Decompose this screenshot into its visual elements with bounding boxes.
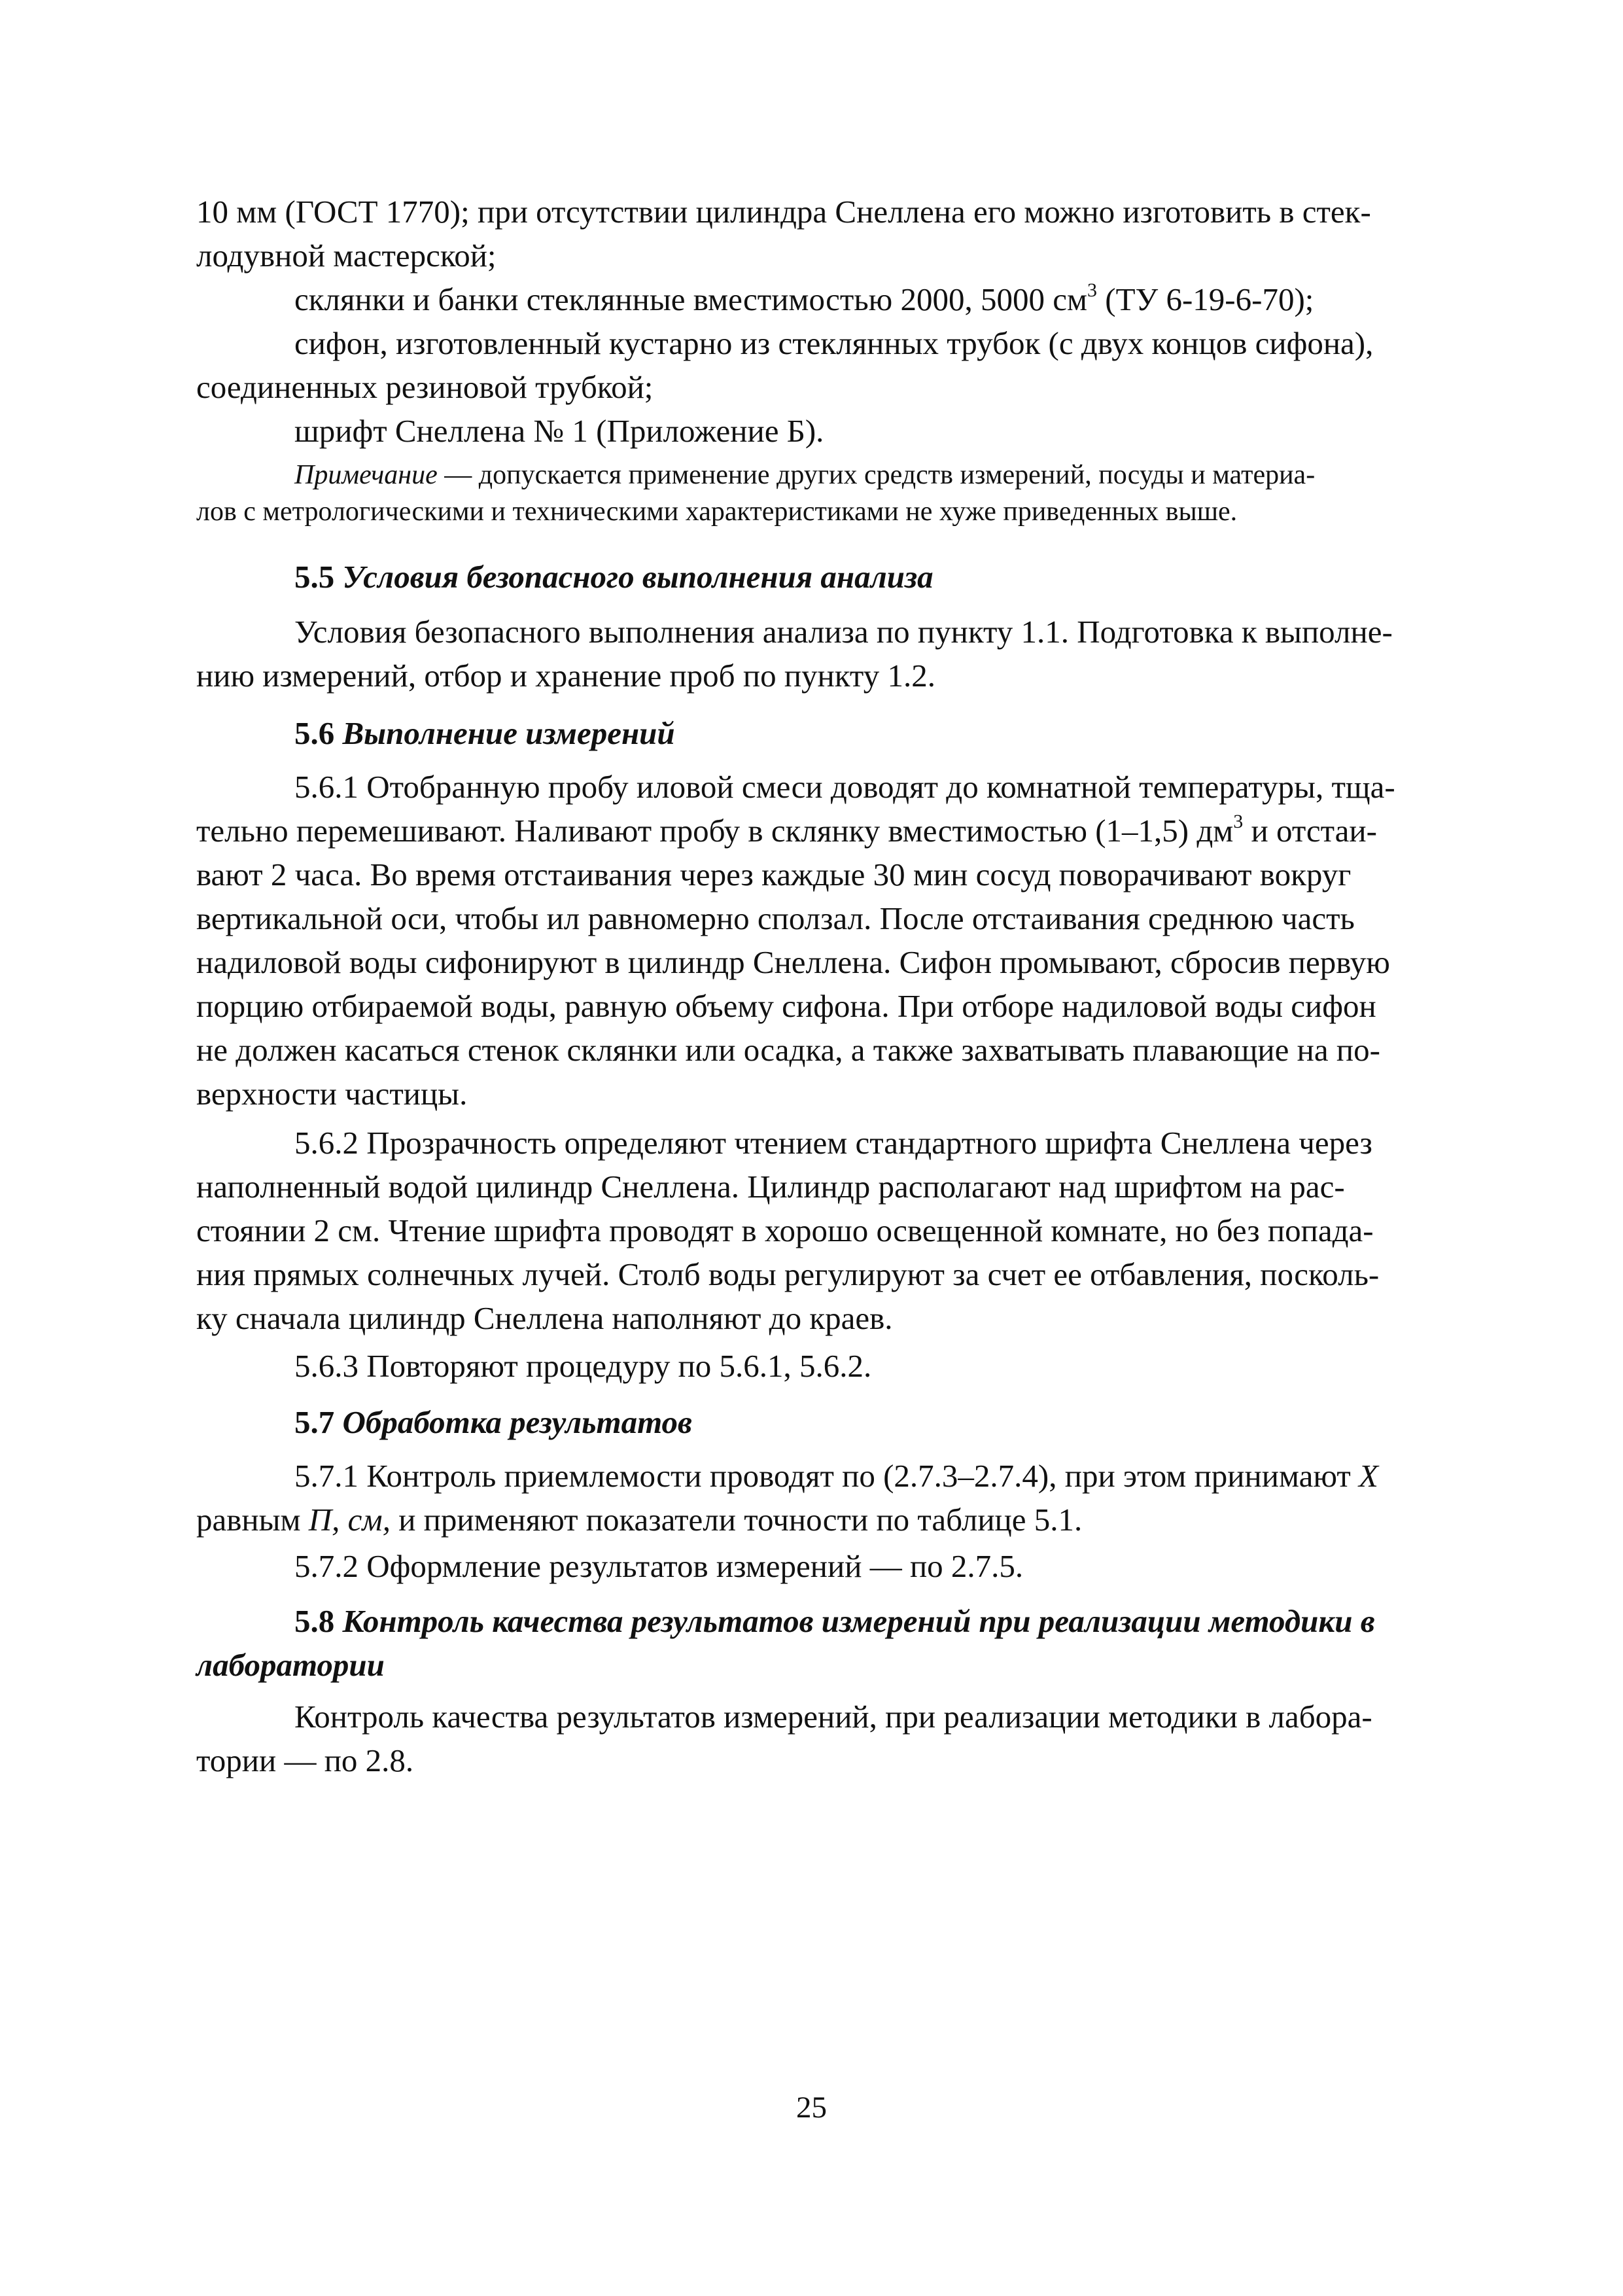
variable-x: X: [1359, 1458, 1378, 1494]
text-line: соединенных резиновой трубкой;: [196, 369, 654, 405]
text-line: вают 2 часа. Во время отстаивания через каждые 30 мин сосуд поворачивают вокруг: [196, 857, 1352, 892]
page-number: 25: [796, 2091, 827, 2125]
text-line: наполненный водой цилиндр Снеллена. Цилиндр располагают над шрифтом на рас-: [196, 1169, 1345, 1205]
section-title: Контроль качества результатов измерений при реализации методики в: [342, 1603, 1375, 1639]
text-segment: и применяют показатели точности по таблице 5.1.: [390, 1502, 1083, 1538]
text-line: шрифт Снеллена № 1 (Приложение Б).: [294, 413, 824, 449]
text-line: нию измерений, отбор и хранение проб по пункту 1.2.: [196, 658, 935, 694]
text-segment: 5.7.1 Контроль приемлемости проводят по (2.7.3–2.7.4), при этом принимают: [294, 1458, 1359, 1494]
section-number: 5.8: [294, 1603, 335, 1639]
text-line: [196, 809, 1429, 853]
section-number: 5.7: [294, 1404, 335, 1440]
text-segment: и отстаи-: [1243, 813, 1377, 849]
text-line: 5.7.2 Оформление результатов измерений — по 2.7.5.: [294, 1548, 1024, 1584]
section-number: 5.5: [294, 559, 335, 595]
text-line: Условия безопасного выполнения анализа по пункту 1.1. Подготовка к выполне-: [294, 614, 1393, 650]
text-line: Контроль качества результатов измерений, при реализации методики в лабора-: [294, 1699, 1372, 1735]
text-line: верхности частицы.: [196, 1076, 468, 1112]
text-line: 10 мм (ГОСТ 1770); при отсутствии цилиндра Снеллена его можно изготовить в стек-: [196, 194, 1371, 230]
section-title: Обработка результатов: [342, 1404, 692, 1440]
text-line: ку сначала цилиндр Снеллена наполняют до краев.: [196, 1300, 893, 1336]
text-line: тории — по 2.8.: [196, 1742, 414, 1778]
text-line: надиловой воды сифонируют в цилиндр Снеллена. Сифон промывают, сбросив первую: [196, 944, 1390, 980]
text-line: [196, 1498, 1429, 1542]
text-line: [196, 457, 1429, 493]
note-label: Примечание: [294, 460, 438, 490]
superscript: 3: [1087, 279, 1098, 301]
paragraph-5-6-3: [294, 1344, 1429, 1388]
text-line: лаборатории: [196, 1647, 385, 1683]
text-line: ния прямых солнечных лучей. Столб воды регулируют за счет ее отбавления, посколь-: [196, 1256, 1380, 1292]
paragraph-5-7-2: [294, 1544, 1429, 1588]
text-line: 5.6.2 Прозрачность определяют чтением стандартного шрифта Снеллена через: [294, 1125, 1372, 1161]
text-line: лов с метрологическими и техническими характеристиками не хуже приведенных выше.: [196, 497, 1238, 527]
paragraph-5-6-1: [196, 765, 1429, 1116]
text-line: [196, 1454, 1429, 1498]
equipment-siphon: [196, 321, 1429, 409]
note-text: — допускается применение других средств измерений, посуды и материа-: [437, 460, 1316, 490]
paragraph-5-6-2: [196, 1121, 1429, 1340]
text-line: лодувной мастерской;: [196, 238, 497, 274]
section-title: Выполнение измерений: [342, 715, 675, 751]
text-segment: равным: [196, 1502, 309, 1538]
section-title: Условия безопасного выполнения анализа: [342, 559, 934, 595]
text-segment: тельно перемешивают. Наливают пробу в склянку вместимостью (1–1,5) дм: [196, 813, 1234, 849]
text-line: стоянии 2 см. Чтение шрифта проводят в хорошо освещенной комнате, но без попада-: [196, 1212, 1374, 1248]
variable-p: П, см,: [308, 1502, 391, 1538]
superscript: 3: [1233, 810, 1244, 832]
section-heading-5-8: [196, 1599, 1429, 1687]
section-heading-5-6: [294, 711, 1429, 755]
section-number: 5.6: [294, 715, 335, 751]
paragraph-5-7-1: [196, 1454, 1429, 1542]
paragraph-5-5: [196, 610, 1429, 698]
text-line: сифон, изготовленный кустарно из стеклянных трубок (с двух концов сифона),: [294, 325, 1374, 361]
note: [196, 457, 1429, 530]
text-line: склянки и банки стеклянные вместимостью 2000, 5000 см: [294, 281, 1088, 317]
section-heading-5-7: [294, 1400, 1429, 1444]
equipment-font: [294, 409, 1429, 453]
text-line: порцию отбираемой воды, равную объему сифона. При отборе надиловой воды сифон: [196, 988, 1376, 1024]
text-line: 5.6.1 Отобранную пробу иловой смеси доводят до комнатной температуры, тща-: [294, 769, 1395, 805]
text-line: (ТУ 6-19-6-70);: [1097, 281, 1314, 317]
text-line: вертикальной оси, чтобы ил равномерно сползал. После отстаивания среднюю часть: [196, 900, 1355, 936]
equipment-continuation: [196, 190, 1429, 277]
section-heading-5-5: [294, 555, 1429, 599]
text-line: не должен касаться стенок склянки или осадка, а также захватывать плавающие на по-: [196, 1032, 1380, 1068]
equipment-flasks: [294, 277, 1429, 321]
text-line: [196, 1599, 1429, 1643]
text-line: 5.6.3 Повторяют процедуру по 5.6.1, 5.6.2.: [294, 1348, 872, 1384]
paragraph-5-8: [196, 1695, 1429, 1782]
